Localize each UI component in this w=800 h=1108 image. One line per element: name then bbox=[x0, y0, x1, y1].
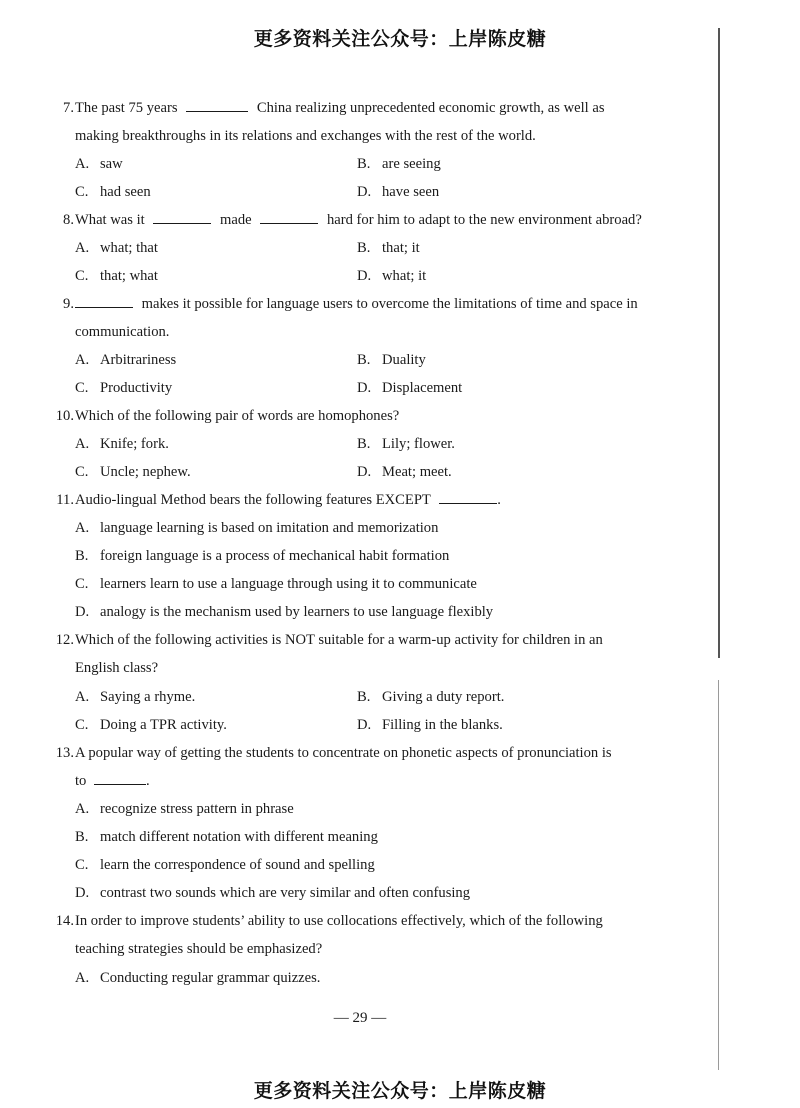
option-d[interactable]: D. analogy is the mechanism used by learners to use language flexibly bbox=[75, 604, 494, 620]
question-stem-line: teaching strategies should be emphasized? bbox=[75, 941, 323, 957]
option-c[interactable]: C. had seen bbox=[75, 184, 151, 200]
answer-blank[interactable] bbox=[75, 295, 133, 308]
question-stem-part: Which of the following activities is NOT suitable for a warm-up activity for children in an bbox=[75, 632, 603, 648]
page-number: — 29 — bbox=[333, 1010, 387, 1026]
question-stem-line: English class? bbox=[75, 660, 159, 676]
header-banner: 更多资料关注公众号：上岸陈皮糖 bbox=[253, 28, 547, 50]
option-c[interactable]: C. Uncle; nephew. bbox=[75, 464, 191, 480]
option-a[interactable]: A. Saying a rhyme. bbox=[75, 689, 196, 705]
option-d[interactable]: D. contrast two sounds which are very similar and often confusing bbox=[75, 885, 471, 901]
option-a[interactable]: A. language learning is based on imitation and memorization bbox=[75, 520, 439, 536]
question-stem-line: making breakthroughs in its relations and exchanges with the rest of the world. bbox=[75, 128, 536, 144]
question-stem-part: Audio-lingual Method bears the following features EXCEPT bbox=[75, 492, 431, 508]
option-a[interactable]: A. Knife; fork. bbox=[75, 436, 169, 452]
option-b[interactable]: B. foreign language is a process of mechanical habit formation bbox=[75, 548, 450, 564]
option-a[interactable]: A. recognize stress pattern in phrase bbox=[75, 801, 294, 817]
question-number: 11. bbox=[56, 492, 74, 508]
option-c[interactable]: C. learners learn to use a language through using it to communicate bbox=[75, 576, 477, 592]
question-stem-part: . bbox=[146, 773, 150, 789]
option-d[interactable]: D. what; it bbox=[357, 268, 427, 284]
question-stem-part: makes it possible for language users to overcome the limitations of time and space in bbox=[141, 296, 638, 312]
option-b[interactable]: B. Duality bbox=[357, 352, 426, 368]
option-b[interactable]: B. Lily; flower. bbox=[357, 436, 455, 452]
page-edge-line bbox=[718, 28, 720, 658]
option-a[interactable]: A. Conducting regular grammar quizzes. bbox=[75, 970, 321, 986]
question-stem-part: In order to improve students’ ability to use collocations effectively, which of the following bbox=[75, 913, 603, 929]
answer-blank[interactable] bbox=[439, 491, 497, 504]
option-b[interactable]: B. Giving a duty report. bbox=[357, 689, 505, 705]
question-stem-part: to bbox=[75, 773, 87, 789]
answer-blank[interactable] bbox=[94, 772, 146, 785]
question-stem-part: Which of the following pair of words are homophones? bbox=[75, 408, 400, 424]
option-b[interactable]: B. that; it bbox=[357, 240, 420, 256]
question-number: 8. bbox=[63, 212, 74, 228]
question-number: 7. bbox=[63, 100, 74, 116]
option-b[interactable]: B. match different notation with different meaning bbox=[75, 829, 378, 845]
answer-blank[interactable] bbox=[186, 99, 248, 112]
question-stem-part: made bbox=[220, 212, 252, 228]
option-c[interactable]: C. Doing a TPR activity. bbox=[75, 717, 227, 733]
question-stem-line: communication. bbox=[75, 324, 170, 340]
question-stem-part: A popular way of getting the students to concentrate on phonetic aspects of pronunciation is bbox=[75, 745, 612, 761]
question-number: 10. bbox=[55, 408, 74, 424]
question-number: 14. bbox=[55, 913, 74, 929]
option-d[interactable]: D. Meat; meet. bbox=[357, 464, 452, 480]
footer-banner: 更多资料关注公众号：上岸陈皮糖 bbox=[253, 1080, 547, 1102]
question-stem-part: . bbox=[497, 492, 501, 508]
option-d[interactable]: D. have seen bbox=[357, 184, 440, 200]
option-c[interactable]: C. Productivity bbox=[75, 380, 173, 396]
question-stem-part: What was it bbox=[75, 212, 145, 228]
option-a[interactable]: A. Arbitrariness bbox=[75, 352, 177, 368]
option-a[interactable]: A. saw bbox=[75, 156, 123, 172]
option-d[interactable]: D. Displacement bbox=[357, 380, 463, 396]
question-stem-part: The past 75 years bbox=[75, 100, 178, 116]
question-stem-part: hard for him to adapt to the new environment abroad? bbox=[326, 212, 642, 228]
option-c[interactable]: C. that; what bbox=[75, 268, 158, 284]
answer-blank[interactable] bbox=[153, 211, 211, 224]
option-c[interactable]: C. learn the correspondence of sound and spelling bbox=[75, 857, 375, 873]
option-b[interactable]: B. are seeing bbox=[357, 156, 441, 172]
option-d[interactable]: D. Filling in the blanks. bbox=[357, 717, 503, 733]
question-number: 9. bbox=[63, 296, 74, 312]
option-a[interactable]: A. what; that bbox=[75, 240, 158, 256]
answer-blank[interactable] bbox=[260, 211, 318, 224]
question-number: 12. bbox=[55, 632, 74, 648]
question-stem-part: China realizing unprecedented economic growth, as well as bbox=[256, 100, 605, 116]
question-number: 13. bbox=[55, 745, 74, 761]
